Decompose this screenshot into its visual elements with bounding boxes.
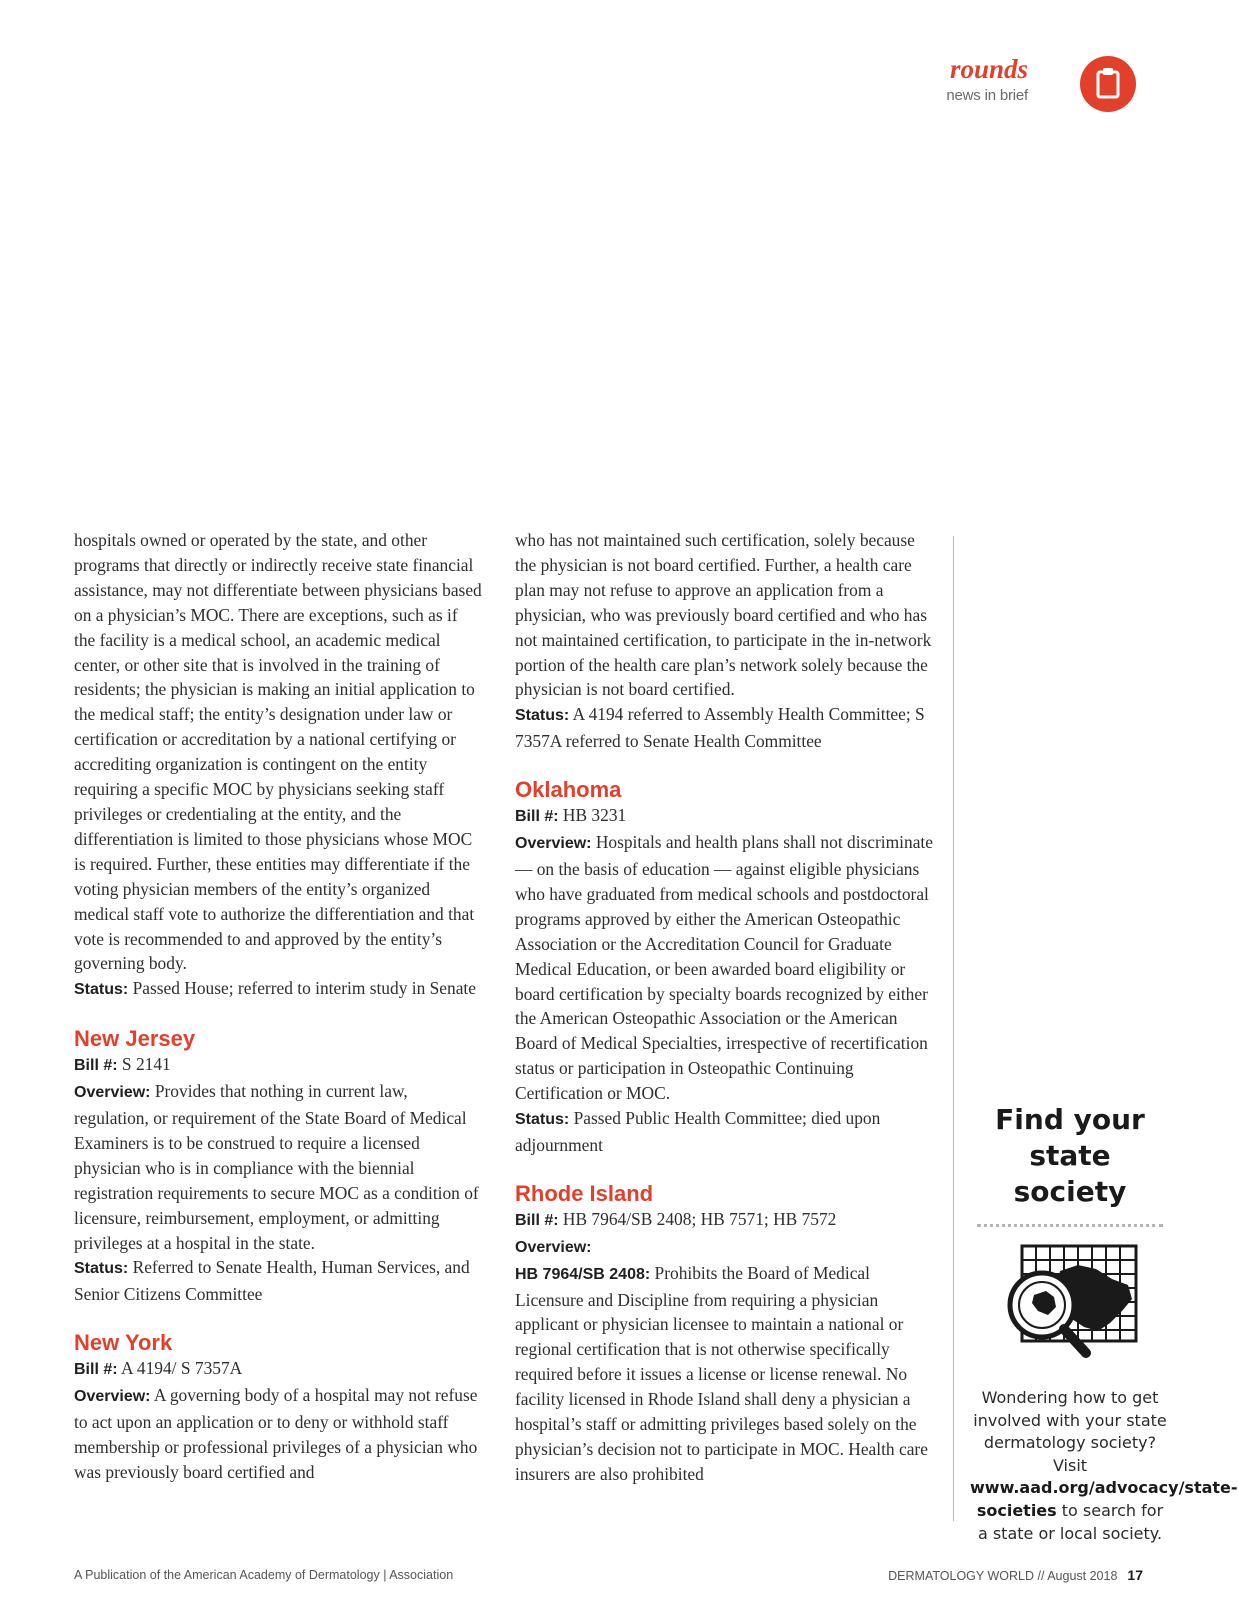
bill-label: Bill #:	[74, 1057, 118, 1075]
sidebar-find-society	[970, 1102, 1238, 1545]
overview-label: Overview:	[515, 835, 592, 853]
column-divider	[953, 536, 954, 1521]
overview-text: Hospitals and health plans shall not discriminate — on the basis of education — against eligible physicians who have graduated from medical schools and postdoctoral programs approved by either the American Osteopathic Association or the Accreditation Council for Graduate Medical Education, or been awarded board eligibility or board certification by specialty boards recognized by either the American Osteopathic Association or the American Board of Medical Specialties, irrespective of recertification status or participation in Osteopathic Continuing Certification or MOC.	[515, 832, 933, 1104]
ri-bill	[515, 1207, 935, 1234]
bill-number: HB 3231	[562, 805, 627, 826]
ny-status	[515, 702, 935, 754]
dotted-divider	[977, 1224, 1163, 1227]
clipboard-icon	[1080, 56, 1136, 112]
nj-status	[74, 1255, 482, 1307]
heading-new-jersey: New Jersey	[74, 1026, 196, 1052]
article-column-left	[74, 528, 482, 1485]
sub-bill-label: HB 7964/SB 2408:	[515, 1265, 651, 1283]
overview-text: Provides that nothing in current law, regulation, or requirement of the State Board of Medical Examiners is to be construed to require a licensed physician who is in compliance with the biennial registration requirements to secure MOC as a condition of licensure, reimbursement, employment, or admitting privileges at a hospital in the state.	[74, 1081, 479, 1253]
nj-bill	[74, 1052, 482, 1079]
overview-label: Overview:	[515, 1238, 592, 1256]
sidebar-title: Find your state society	[995, 1103, 1145, 1208]
bill-label: Bill #:	[74, 1361, 118, 1379]
status-text: Referred to Senate Health, Human Services, and Senior Citizens Committee	[74, 1257, 470, 1305]
intro-paragraph: hospitals owned or operated by the state, and other programs that directly or indirectly receive state financial assistance, may not differentiate between physicians based on a physician’s MOC. There are exceptions, such as if the facility is a medical school, an academic medical center, or other site that is involved in the training of residents; the physician is making an initial application to the medical staff; the entity’s designation under law or certification or accreditation by a national certifying or accrediting organization is contingent on the entity requiring a specific MOC by physicians seeking staff privileges or credentialing at the entity, and the differentiation is limited to those physicians whose MOC is required. Further, these entities may differentiate if the voting physician members of the entity’s organized medical staff vote to authorize the differentiation and that vote is recommended to and approved by the entity’s governing body.	[74, 530, 482, 974]
sidebar-text	[970, 1387, 1238, 1545]
section-title: rounds	[949, 54, 1028, 84]
sidebar-text-before: Wondering how to get involved with your state dermatology society? Visit	[973, 1388, 1167, 1475]
ri-overview	[515, 1261, 935, 1487]
status-label: Status:	[515, 707, 570, 725]
section-subtitle: news in brief	[946, 87, 1028, 104]
section-badge	[1080, 56, 1136, 112]
heading-oklahoma: Oklahoma	[515, 777, 622, 803]
ny-bill	[74, 1356, 482, 1383]
overview-text: A governing body of a hospital may not refuse to act upon an application or to deny or withhold staff membership or professional privileges of a physician who was previously board certified and	[74, 1385, 478, 1482]
footer-info	[888, 1567, 1143, 1583]
footer-publisher: A Publication of the American Academy of Dermatology | Association	[74, 1568, 454, 1582]
page-number: 17	[1127, 1567, 1143, 1583]
bill-number: A 4194/ S 7357A	[120, 1358, 243, 1379]
nj-overview	[74, 1079, 482, 1255]
heading-new-york: New York	[74, 1330, 173, 1356]
ri-overview-label	[515, 1234, 935, 1261]
map-magnifier-icon	[1000, 1241, 1140, 1371]
ok-overview	[515, 830, 935, 1106]
status-label: Status:	[515, 1111, 570, 1129]
ny-overview	[74, 1383, 482, 1485]
heading-rhode-island: Rhode Island	[515, 1180, 654, 1206]
bill-label: Bill #:	[515, 808, 559, 826]
sidebar-text-after: to search for a state or local society.	[977, 1500, 1164, 1543]
ok-status	[515, 1106, 935, 1158]
intro-status	[74, 976, 482, 1003]
article-column-right	[515, 528, 935, 1487]
status-label: Status:	[74, 981, 129, 999]
ny-overview-continued: who has not maintained such certification, solely because the physician is not board certified. Further, a health care plan may not refuse to approve an application from a physician, who was previously board certified and who has not maintained certification, to participate in the in-network portion of the health care plan’s network solely because the physician is not board certified.	[515, 530, 932, 700]
bill-label: Bill #:	[515, 1211, 559, 1229]
ok-bill	[515, 803, 935, 830]
bill-number: S 2141	[121, 1054, 171, 1075]
overview-label: Overview:	[74, 1388, 151, 1406]
overview-label: Overview:	[74, 1084, 151, 1102]
state-societies-link[interactable]: www.aad.org/advocacy/state-societies	[970, 1478, 1238, 1520]
footer-magazine: DERMATOLOGY WORLD // August 2018	[888, 1569, 1118, 1583]
status-text: Passed Public Health Committee; died upon adjournment	[515, 1108, 881, 1155]
status-text: Passed House; referred to interim study in Senate	[132, 978, 476, 999]
status-label: Status:	[74, 1260, 129, 1278]
overview-text: Prohibits the Board of Medical Licensure and Discipline from requiring a physician applicant or physician licensee to maintain a national or regional certification that is not otherwise specifically required before it issues a license or license renewal. No facility licensed in Rhode Island shall deny a physician a hospital’s staff or admitting privileges based solely on the physician’s decision not to participate in MOC. Health care insurers are also prohibited	[515, 1262, 928, 1484]
bill-number: HB 7964/SB 2408; HB 7571; HB 7572	[562, 1208, 837, 1229]
status-text: A 4194 referred to Assembly Health Committee; S 7357A referred to Senate Health Committee	[515, 704, 925, 752]
